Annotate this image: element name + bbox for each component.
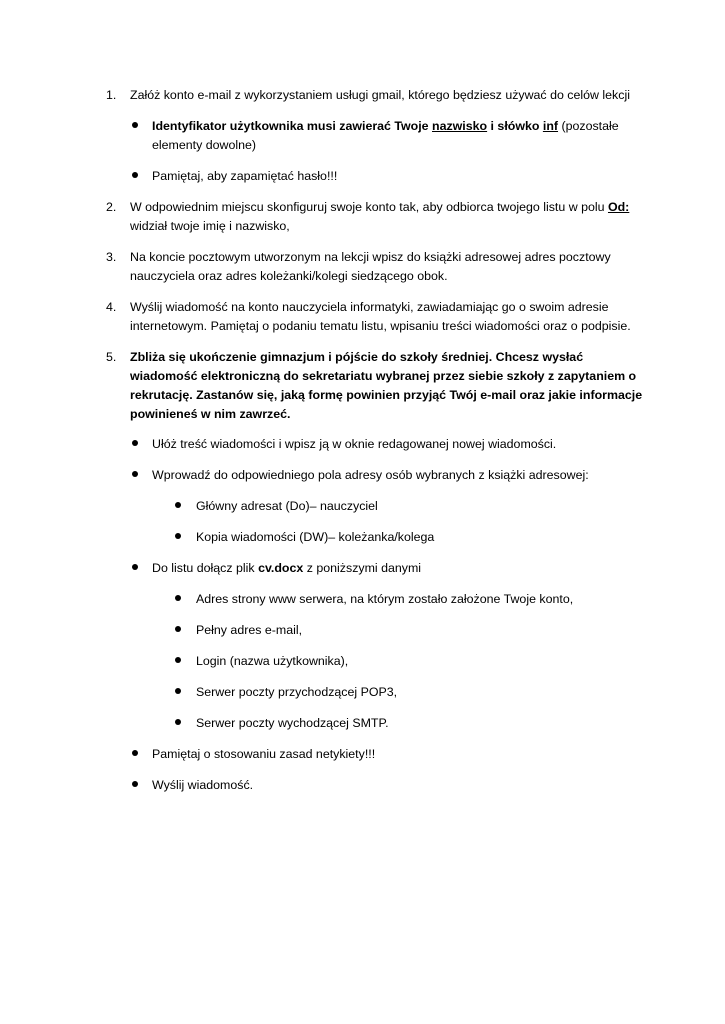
bullet-icon xyxy=(174,718,182,726)
bullet-icon xyxy=(131,749,139,757)
bullet-icon xyxy=(131,171,139,179)
bullet-icon xyxy=(174,656,182,664)
list-number: 1. xyxy=(106,88,117,102)
bullet-icon xyxy=(174,532,182,540)
list-item-text: Zbliża się ukończenie gimnazjum i pójście do szkoły średniej. Chcesz wysłać wiadomość elektroniczną do sekretariatu wybranej przez siebie szkoły z zapytaniem o rekrutację. Zastanów się, jaką formę powinien przyjąć Twój e-mail oraz jakie informacje powinieneś w nim zawrzeć. xyxy=(130,350,643,421)
sub-bullet-text: Pełny adres e-mail, xyxy=(196,623,303,637)
bullet-icon xyxy=(174,594,182,602)
bullet-icon xyxy=(174,687,182,695)
list-number: 2. xyxy=(106,200,117,214)
bullet-text: Wyślij wiadomość. xyxy=(152,778,254,792)
list-number: 3. xyxy=(106,250,117,264)
bullet-icon xyxy=(174,501,182,509)
bullet-text: Identyfikator użytkownika musi zawierać Twoje nazwisko i słówko inf (pozostałe elementy dowolne) xyxy=(152,119,619,152)
sub-bullet-text: Serwer poczty wychodzącej SMTP. xyxy=(196,716,389,730)
list-item-text: W odpowiednim miejscu skonfiguruj swoje konto tak, aby odbiorca twojego listu w polu Od: widział twoje imię i nazwisko, xyxy=(130,200,630,233)
sub-bullet-text: Główny adresat (Do)– nauczyciel xyxy=(196,499,378,513)
bullet-text: Wprowadź do odpowiedniego pola adresy osób wybranych z książki adresowej: xyxy=(152,468,589,482)
bullet-icon xyxy=(131,563,139,571)
sub-bullet-text: Serwer poczty przychodzącej POP3, xyxy=(196,685,398,699)
list-item-text: Załóż konto e-mail z wykorzystaniem usługi gmail, którego będziesz używać do celów lekcji xyxy=(130,88,630,102)
sub-bullet-text: Login (nazwa użytkownika), xyxy=(196,654,349,668)
list-number: 5. xyxy=(106,350,117,364)
list-item-text: Wyślij wiadomość na konto nauczyciela informatyki, zawiadamiając go o swoim adresie internetowym. Pamiętaj o podaniu tematu listu, wpisaniu treści wiadomości oraz o podpisie. xyxy=(130,300,631,333)
sub-bullet-text: Kopia wiadomości (DW)– koleżanka/kolega xyxy=(196,530,435,544)
bullet-text: Do listu dołącz plik cv.docx z poniższymi danymi xyxy=(152,561,422,575)
bullet-text: Pamiętaj o stosowaniu zasad netykiety!!! xyxy=(152,747,376,761)
bullet-text: Pamiętaj, aby zapamiętać hasło!!! xyxy=(152,169,338,183)
bullet-icon xyxy=(174,625,182,633)
bullet-icon xyxy=(131,121,139,129)
list-item-text: Na koncie pocztowym utworzonym na lekcji wpisz do książki adresowej adres pocztowy nauczyciela oraz adres koleżanki/kolegi siedzącego obok. xyxy=(130,250,611,283)
bullet-icon xyxy=(131,470,139,478)
sub-bullet-text: Adres strony www serwera, na którym zostało założone Twoje konto, xyxy=(196,592,574,606)
bullet-icon xyxy=(131,780,139,788)
list-number: 4. xyxy=(106,300,117,314)
bullet-text: Ułóż treść wiadomości i wpisz ją w oknie redagowanej nowej wiadomości. xyxy=(152,437,557,451)
bullet-icon xyxy=(131,439,139,447)
